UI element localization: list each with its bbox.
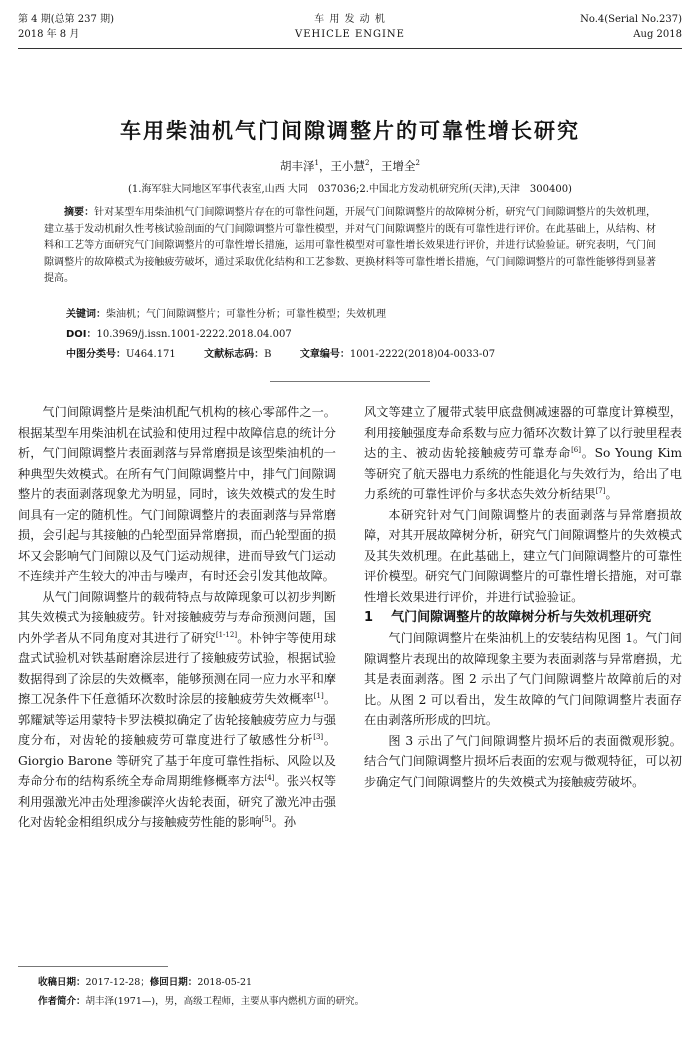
article-number-value: 1001-2222(2018)04-0033-07 bbox=[349, 349, 496, 360]
affiliation: (1.海军驻大同地区军事代表室,山西 大同 037036;2.中国北方发动机研究所(天津),天津 300400) bbox=[128, 184, 572, 195]
citation-ref: [1] bbox=[313, 691, 324, 700]
footnote-dates bbox=[38, 974, 252, 988]
author-1-affil: 1 bbox=[314, 159, 320, 168]
abstract-label: 摘要： bbox=[64, 207, 95, 218]
doi-line bbox=[66, 325, 292, 340]
body-column-left bbox=[18, 402, 336, 833]
section-1-paragraph-1: 气门间隙调整片在柴油机上的安装结构见图 1。气门间隙调整片表现出的故障现象主要为表面剥落与异常磨损，尤其是表面剥落。图 2 示出了气门间隙调整片故障前后的对比。从图 2 可以看出，发生故障的气门间隙调整片表面存在由剥落所形成的凹坑。 bbox=[364, 631, 682, 727]
doc-code-value: B bbox=[264, 349, 272, 360]
section-1-heading bbox=[364, 607, 682, 628]
intro-paragraph-1: 气门间隙调整片是柴油机配气机构的核心零部件之一。根据某型车用柴油机在试验和使用过程中故障信息的统计分析，气门间隙调整片表面剥落与异常磨损是该型柴油机的一种典型失效模式。在所有气门间隙调整片中，排气门间隙调整片的表面剥落现象尤为明显，同时，该失效模式的发生时间具有一定的随机性。气门间隙调整片的表面剥落与异常磨损，会引起与其接触的凸轮型面异常磨损，而凸轮型面的损坏又会影响气门间隙以及气门运动规律，进而导致气门运动不连续并产生较大的冲击与噪声，有时还会引发其他故障。 bbox=[18, 405, 336, 583]
article-number-label: 文章编号： bbox=[299, 349, 350, 360]
author-3-affil: 2 bbox=[415, 159, 420, 168]
header-right bbox=[580, 12, 682, 42]
classification-line bbox=[66, 345, 495, 360]
clc-label: 中图分类号： bbox=[66, 349, 126, 360]
author-1: 胡丰泽 bbox=[280, 159, 315, 173]
issue-date-en: Aug 2018 bbox=[633, 29, 682, 40]
author-2: 王小慧 bbox=[330, 159, 366, 173]
citation-ref: [5] bbox=[261, 814, 272, 823]
issue-date: 2018 年 8 月 bbox=[18, 29, 80, 40]
revised-label: 修回日期： bbox=[149, 977, 198, 988]
keywords-line bbox=[66, 305, 386, 320]
section-1-paragraph-2: 图 3 示出了气门间隙调整片损坏后的表面微观形貌。结合气门间隙调整片损坏后表面的宏观与微观特征，可以初步确定气门间隙调整片的失效模式为接触疲劳破坏。 bbox=[364, 733, 682, 789]
section-1-number: 1 bbox=[364, 610, 374, 625]
intro-paragraph-2: 从气门间隙调整片的载荷特点与故障现象可以初步判断其失效模式为接触疲劳。针对接触疲劳与寿命预测问题，国内外学者从不同角度对其进行了研究[1-12]。朴钟宇等使用球盘式试验机对铁基耐磨涂层进行了接触疲劳试验，根据试验数据得到了涂层的失效概率，能够预测在同一应力水平和摩擦工况条件下任意循环次数时涂层的接触疲劳失效概率[1]。郭耀斌等运用蒙特卡罗法模拟确定了齿轮接触疲劳应力与强度分布，对齿轮的接触疲劳可靠度进行了敏感性分析[3]。Giorgio Barone 等研究了基于年度可靠性指标、风险以及寿命分布的结构系统全寿命周期维修概率方法[4]。张兴权等利用强激光冲击处理渗碳淬火齿轮表面，研究了激光冲击强化对齿轮金相组织成分与接触疲劳性能的影响[5]。孙 bbox=[18, 589, 337, 829]
footnote-divider bbox=[18, 966, 168, 967]
citation-ref: [3] bbox=[313, 732, 324, 741]
citation-ref: [6] bbox=[571, 445, 581, 454]
citation-ref: [4] bbox=[264, 773, 275, 782]
intro-paragraph-3: 风文等建立了履带式装甲底盘侧减速器的可靠度计算模型，利用接触强度寿命系数与应力循环次数计算了以行驶里程表达的主、被动齿轮接触疲劳可靠寿命[6]。So Young Kim 等研究了航天器电力系统的性能退化与失效行为，给出了电力系统的可靠性评价与多状态失效分析结果[7]。 bbox=[364, 405, 683, 501]
citation-ref: [7] bbox=[595, 486, 606, 495]
bio-text: 胡丰泽(1971—)，男，高级工程师，主要从事内燃机方面的研究。 bbox=[85, 996, 365, 1007]
abstract-divider bbox=[270, 381, 430, 382]
abstract bbox=[44, 205, 656, 288]
author-3: 王增全 bbox=[380, 159, 416, 173]
abstract-text: 针对某型车用柴油机气门间隙调整片存在的可靠性问题，开展气门间隙调整片的故障树分析，研究气门间隙调整片的失效机理，建立基于发动机耐久性考核试验剖面的气门间隙调整片可靠性模型，并对气门间隙调整片的既有可靠性进行评价。在此基础上，从结构、材料和工艺等方面研究气门间隙调整片的可靠性增长措施，运用可靠性模型对可靠性增长效果进行评价，并进行试验验证。研究表明，气门间隙调整片的故障模式为接触疲劳破坏，通过采取优化结构和工艺参数、更换材料等可靠性增长措施，气门间隙调整片的可靠性能够得到显著提高。 bbox=[44, 207, 657, 284]
revised-date: 2018-05-21 bbox=[197, 977, 253, 988]
issue-number: 第 4 期(总第 237 期) bbox=[18, 14, 114, 25]
issue-number-en: No.4(Serial No.237) bbox=[580, 14, 682, 25]
clc-value: U464.171 bbox=[126, 349, 176, 360]
author-2-affil: 2 bbox=[365, 159, 370, 168]
paper-title: 车用柴油机气门间隙调整片的可靠性增长研究 bbox=[120, 119, 580, 143]
doc-code-label: 文献标志码： bbox=[204, 349, 265, 360]
header-divider bbox=[18, 48, 682, 49]
bio-label: 作者简介： bbox=[38, 996, 86, 1007]
body-column-right bbox=[364, 402, 682, 792]
keywords-text: 柴油机；气门间隙调整片；可靠性分析；可靠性模型；失效机理 bbox=[106, 309, 386, 320]
received-date: 2017-12-28； bbox=[85, 977, 150, 988]
doi-label: DOI： bbox=[66, 329, 97, 340]
received-label: 收稿日期： bbox=[38, 977, 86, 988]
journal-name-en: VEHICLE ENGINE bbox=[294, 29, 405, 40]
author-list: 胡丰泽$^1$，王小慧$^2$，王增全$^2$ bbox=[280, 159, 420, 173]
intro-paragraph-4: 本研究针对气门间隙调整片的表面剥落与异常磨损故障，对其开展故障树分析，研究气门间隙调整片的失效模式及其失效机理。在此基础上，建立气门间隙调整片的可靠性评价模型。研究气门间隙调整片的可靠性增长措施，对可靠性增长效果进行评价，并进行试验验证。 bbox=[364, 507, 682, 604]
section-1-title: 气门间隙调整片的故障树分析与失效机理研究 bbox=[391, 610, 652, 625]
footnote-author-bio bbox=[38, 993, 364, 1007]
doi-text: 10.3969/j.issn.1001-2222.2018.04.007 bbox=[96, 329, 292, 340]
citation-ref: [1-12] bbox=[215, 630, 238, 639]
running-header bbox=[18, 12, 682, 46]
journal-name-cn: 车 用 发 动 机 bbox=[314, 14, 386, 25]
keywords-label: 关键词： bbox=[66, 309, 106, 320]
